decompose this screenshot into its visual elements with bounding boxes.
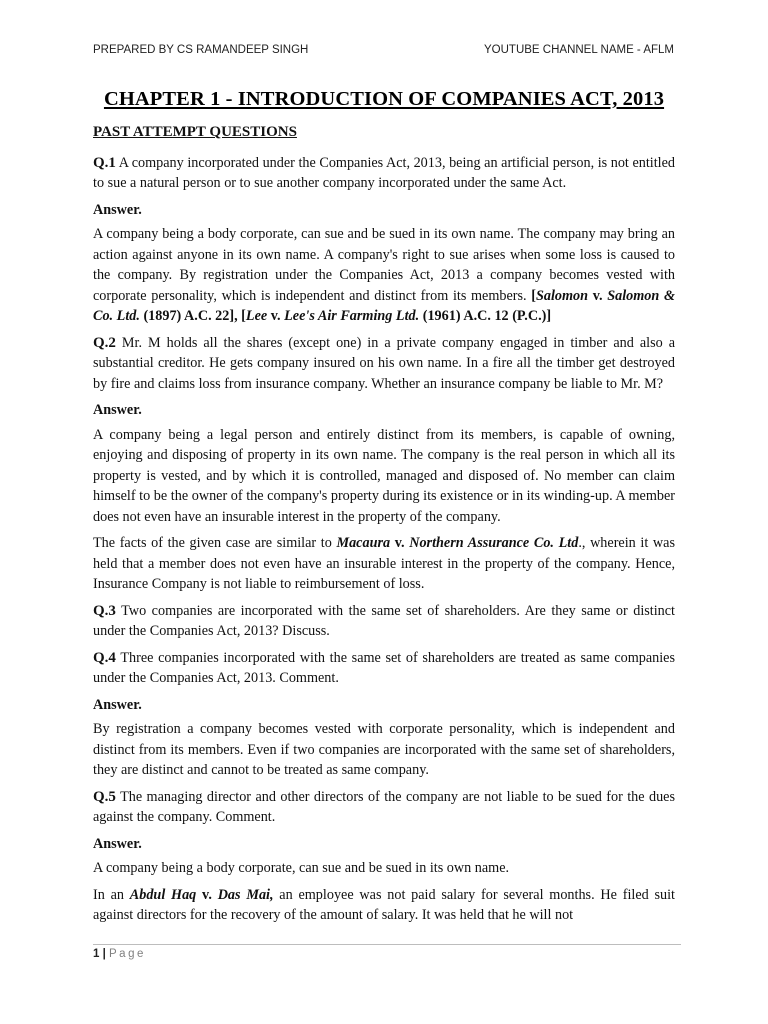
question-text: Mr. M holds all the shares (except one) in a private company engaged in timber and also a substantial creditor. He gets company insured on his own name. In a fire all the timber get destroyed by fire and claims loss from insurance company. Whether an insurance company be liable to Mr. M? — [93, 334, 675, 392]
question-2 — [93, 333, 675, 395]
case-citation: Abdul Haq v. Das Mai, — [129, 886, 274, 903]
question-5 — [93, 787, 675, 828]
footer-divider — [93, 944, 681, 945]
answer-4: By registration a company becomes vested with corporate personality, which is independent and distinct from its members. Even if two companies are incorporated with the same set of shareholders, they are distinct and cannot to be treated as same company. — [93, 721, 675, 778]
question-number: Q.1 — [93, 154, 116, 171]
question-1 — [93, 153, 675, 194]
question-3 — [93, 601, 675, 642]
case-name-part: Lee's Air Farming Ltd. — [284, 308, 420, 324]
case-name-part: Lee — [245, 308, 268, 324]
question-text: Three companies incorporated with the same set of shareholders are treated as same companies under the Companies Act, 2013. Comment. — [93, 649, 675, 686]
chapter-title: CHAPTER 1 - INTRODUCTION OF COMPANIES ACT, 2013 — [103, 88, 665, 110]
page-header — [93, 44, 674, 56]
answer-label: Answer. — [93, 201, 142, 218]
question-number: Q.5 — [93, 788, 116, 805]
case-name-part: Salomon & Co. Ltd. — [93, 287, 676, 324]
document-body — [93, 122, 675, 932]
question-text: A company incorporated under the Companies Act, 2013, being an artificial person, is not entitled to sue a natural person or to sue another company incorporated under the same Act. — [93, 154, 675, 191]
header-author: PREPARED BY CS RAMANDEEP SINGH — [93, 44, 309, 56]
question-number: Q.4 — [93, 649, 116, 666]
question-4 — [93, 648, 675, 689]
question-text: Two companies are incorporated with the same set of shareholders. Are they same or distinct under the Companies Act, 2013? Discuss. — [93, 602, 675, 639]
answer-5-para-1: A company being a body corporate, can sue and be sued in its own name. — [93, 860, 510, 876]
case-name-part: Salomon — [535, 287, 589, 304]
footer-separator: | — [99, 948, 110, 960]
page-label: Page — [109, 948, 146, 960]
answer-text: A company being a body corporate, can sue and be sued in its own name. The company may bring an action against anyone in its own name. A company's right to sue arises when some loss is caused to the company. By registration under the Companies Act, 2013 a company becomes vested with corporate personality, which is independent and distinct from its members. — [93, 226, 675, 304]
case-citation: [Salomon v. Salomon & Co. Ltd. (1897) A.C. 22], [Lee v. Lee's Air Farming Ltd. (1961) A.C. 12 (P.C.)] — [93, 287, 676, 324]
answer-label: Answer. — [93, 835, 142, 852]
answer-label: Answer. — [93, 402, 142, 418]
question-number: Q.2 — [93, 334, 116, 351]
header-channel: YOUTUBE CHANNEL NAME - AFLM — [484, 44, 674, 56]
answer-label: Answer. — [93, 696, 142, 713]
question-text: The managing director and other directors of the company are not liable to be sued for the dues against the company. Comment. — [93, 788, 675, 825]
answer-2-para-1: A company being a legal person and entirely distinct from its members, is capable of owning, enjoying and disposing of property in its own name. The company is the real person in which all its property is vested, and by which it is controlled, managed and disposed of. No member can claim himself to be the owner of the company's property during its existence or in its winding-up. A member does not even have an insurable interest in the property of the company. — [93, 426, 675, 525]
answer-5-para-2: In an Abdul Haq v. Das Mai, an employee was not paid salary for several months. He filed suit against directors for the recovery of the amount of salary. It was held that he will not — [93, 886, 675, 923]
page-number: 1 — [93, 948, 100, 960]
question-number: Q.3 — [93, 602, 116, 619]
section-subtitle: PAST ATTEMPT QUESTIONS — [93, 124, 297, 140]
answer-2-para-2: The facts of the given case are similar to Macaura v. Northern Assurance Co. Ltd., wherein it was held that a member does not even have an insurable interest in the property of the company. Hence, Insurance Company is not liable to reimbursement of loss. — [93, 535, 675, 592]
case-citation: Macaura v. Northern Assurance Co. Ltd — [336, 535, 579, 551]
page-footer — [93, 948, 146, 960]
answer-1 — [93, 224, 675, 327]
